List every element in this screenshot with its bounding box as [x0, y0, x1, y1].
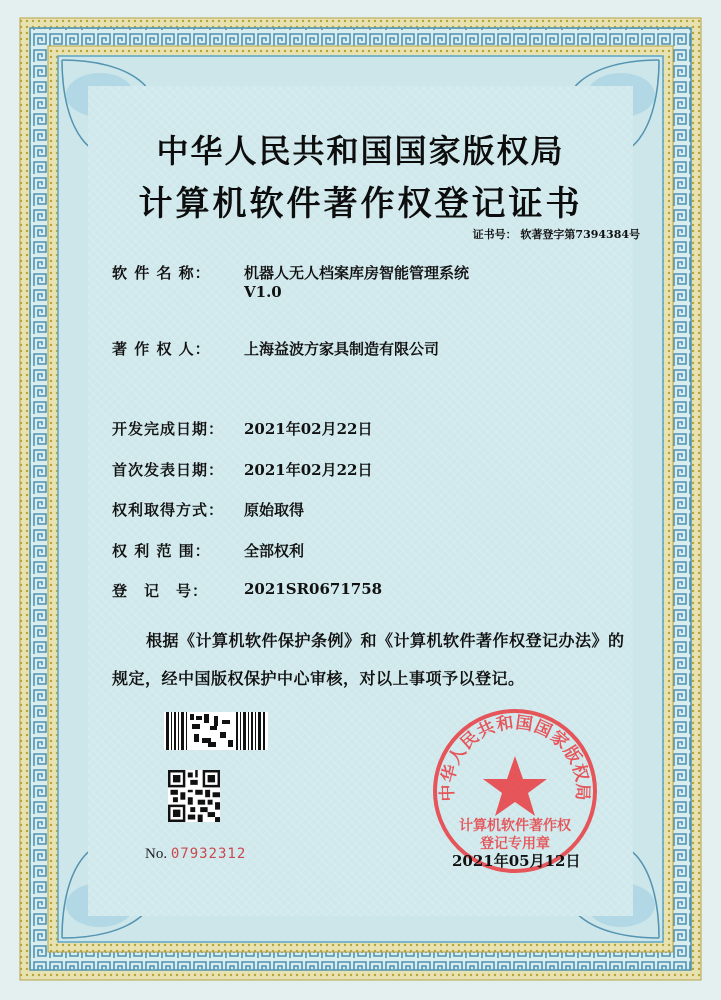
copyright-owner-value: 上海益波方家具制造有限公司	[244, 340, 440, 358]
seal-line-2: 登记专用章	[480, 836, 550, 852]
rights-scope-label: 权 利 范 围：	[112, 542, 211, 560]
dev-completion-date-value: 2021年02月22日	[244, 420, 373, 438]
statement-line-1: 根据《计算机软件保护条例》和《计算机软件著作权登记办法》的	[146, 631, 625, 650]
rights-acquisition-label: 权利取得方式：	[112, 501, 225, 519]
registration-number-label: 登 记 号：	[112, 582, 209, 600]
authority-title: 中华人民共和国国家版权局	[156, 132, 565, 170]
rights-acquisition-value: 原始取得	[244, 501, 305, 519]
certificate-title: 计算机软件著作权登记证书	[138, 184, 583, 224]
first-publication-date-label: 首次发表日期：	[112, 461, 225, 479]
registration-number-value: 2021SR0671758	[244, 580, 383, 598]
seal-line-1: 计算机软件著作权	[459, 818, 571, 834]
software-name-label: 软 件 名 称：	[112, 264, 211, 282]
seal-ring-text: 中华人民共和国国家版权局	[437, 712, 593, 802]
seal-star-icon	[483, 756, 547, 816]
dev-completion-date-label: 开发完成日期：	[112, 420, 225, 438]
issue-date: 2021年05月12日	[452, 852, 581, 870]
rights-scope-value: 全部权利	[244, 542, 305, 560]
serial-number	[145, 846, 246, 863]
qr-code-image	[168, 770, 220, 822]
statement-line-2: 规定，经中国版权保护中心审核，对以上事项予以登记。	[112, 669, 525, 688]
barcode-image	[164, 712, 268, 750]
certificate-number: 证书号： 软著登字第7394384号	[472, 228, 640, 241]
software-version-value: V1.0	[244, 283, 282, 301]
serial-prefix: No.	[145, 846, 168, 862]
first-publication-date-value: 2021年02月22日	[244, 461, 373, 479]
software-name-value: 机器人无人档案库房智能管理系统	[244, 264, 470, 282]
copyright-owner-label: 著 作 权 人：	[112, 340, 211, 358]
serial-number-value: 07932312	[170, 846, 247, 862]
